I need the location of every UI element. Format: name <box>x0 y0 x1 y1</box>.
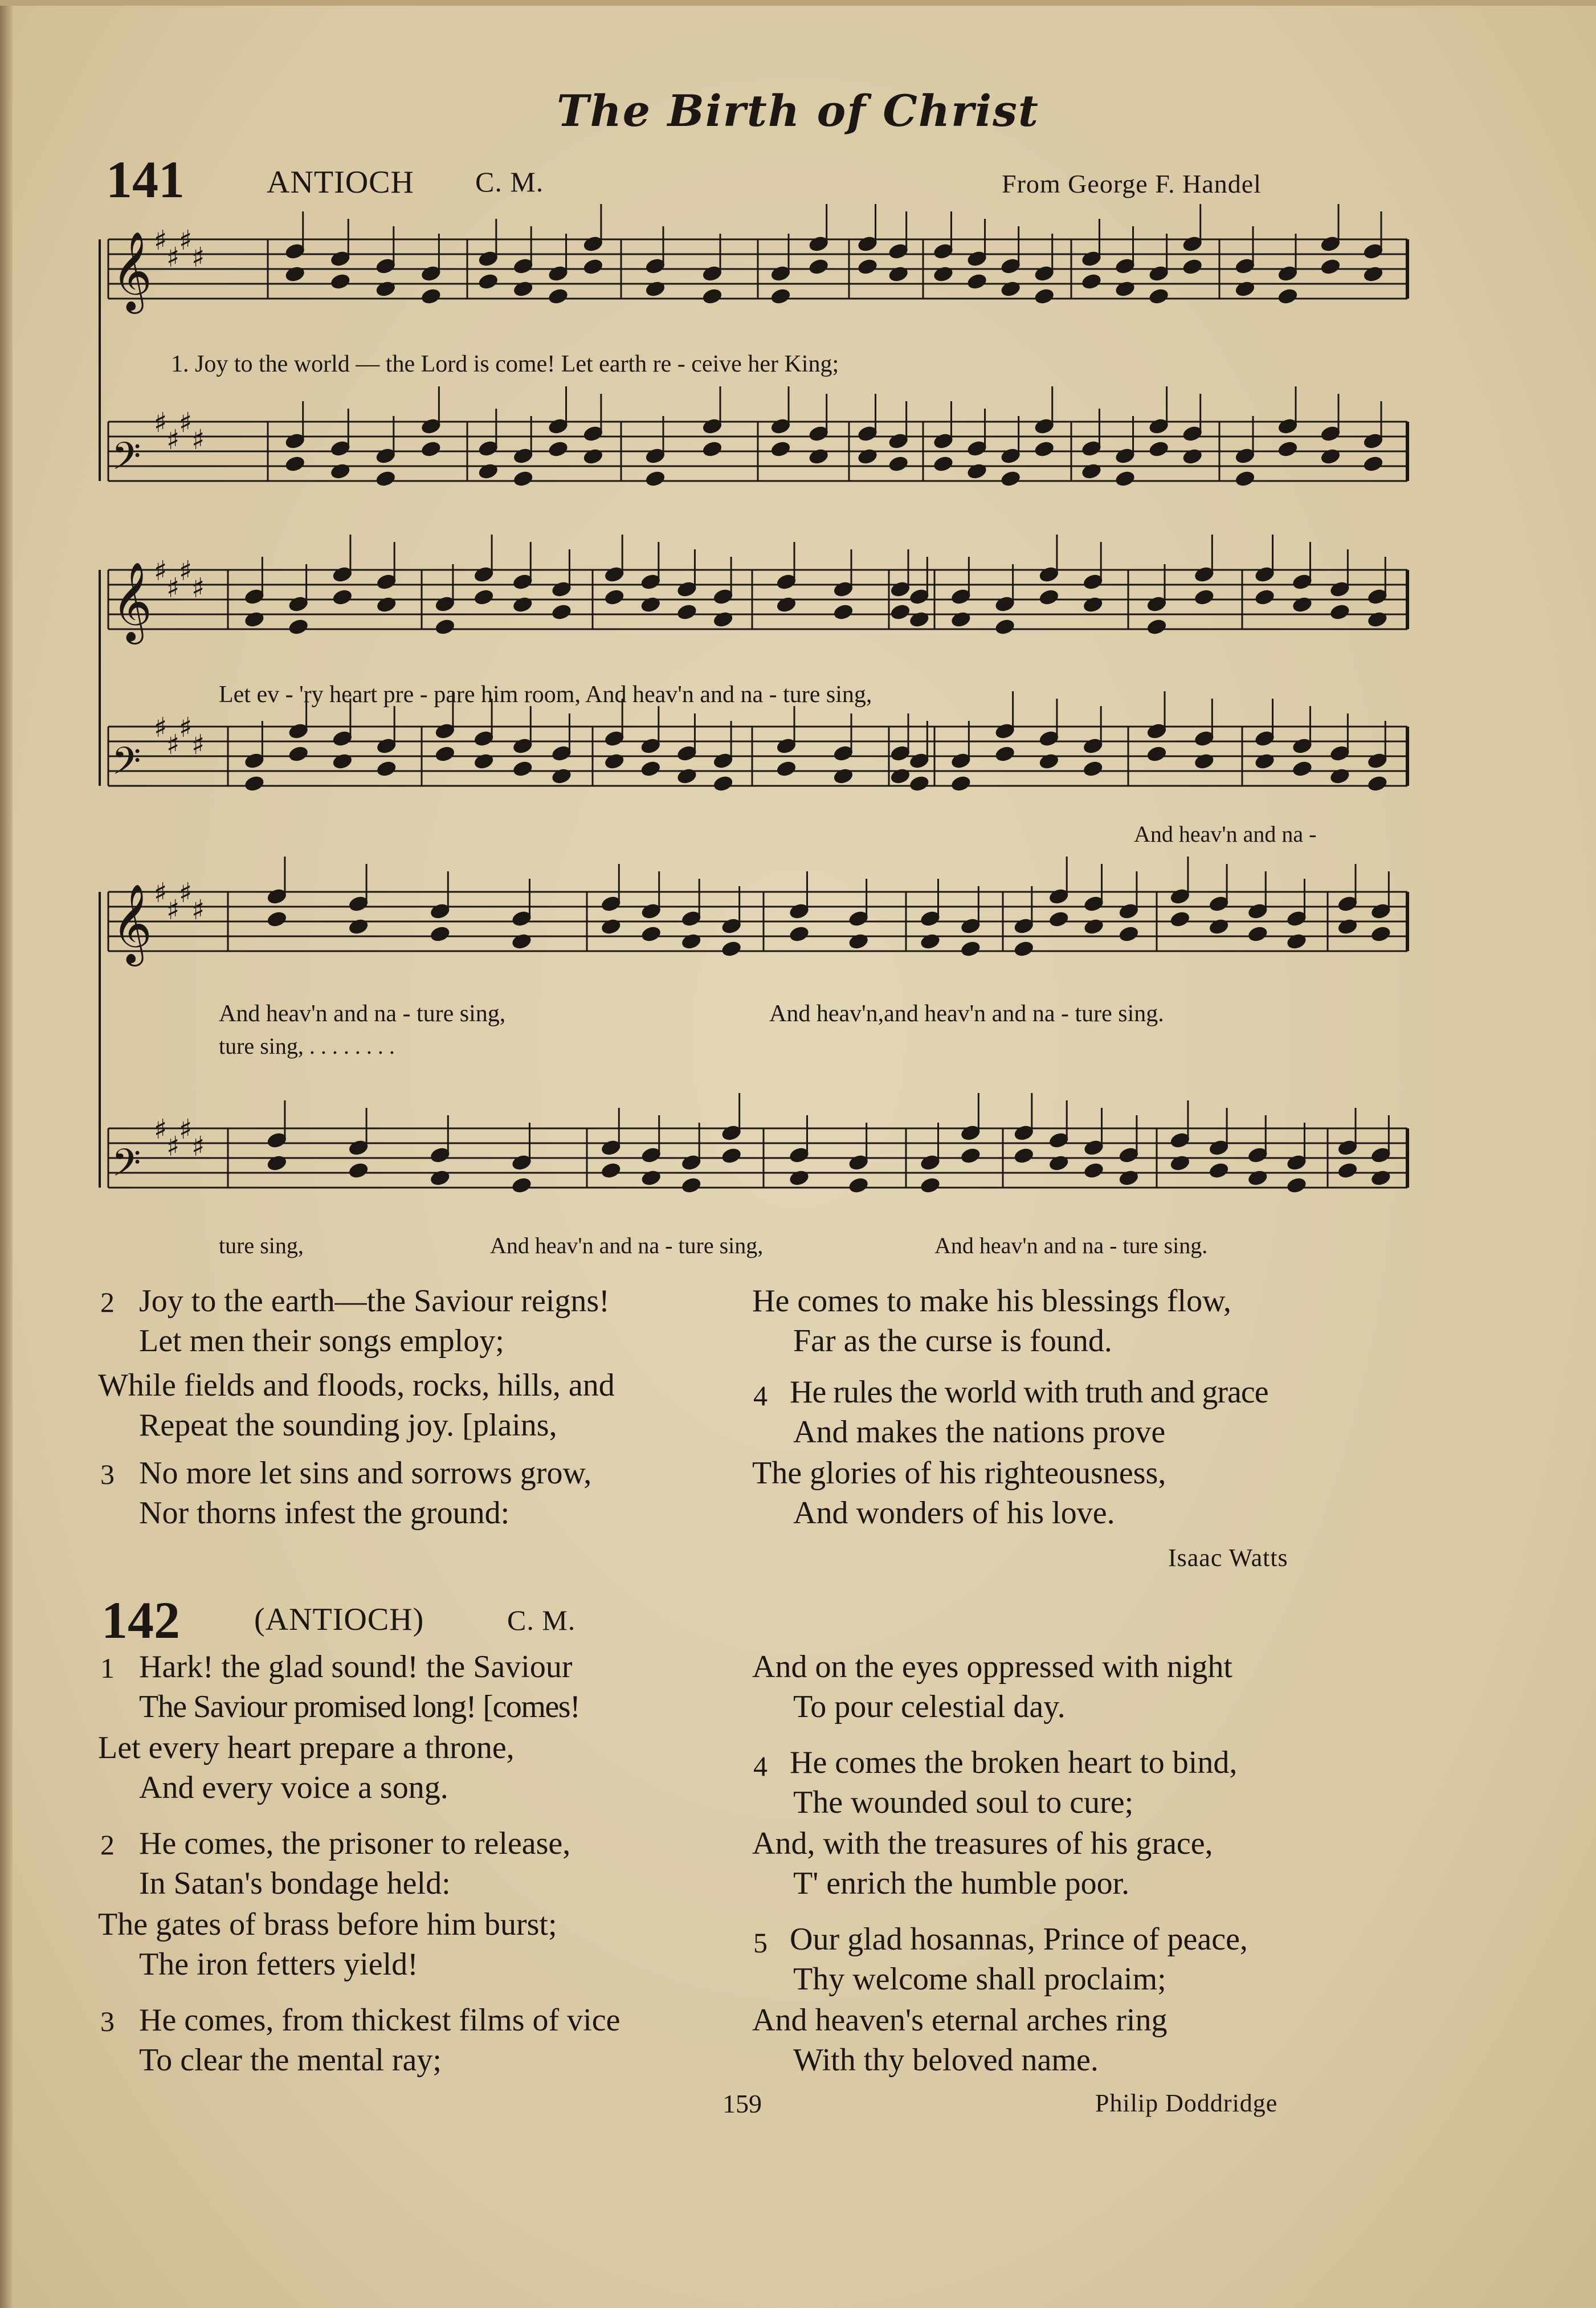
note-head <box>994 618 1016 636</box>
note-head <box>920 1176 941 1194</box>
bass-clef-icon: 𝄢 <box>112 739 141 792</box>
note-head <box>1234 280 1256 298</box>
note-head <box>680 932 702 951</box>
lyrics-line-3b: And heav'n,and heav'n and na - ture sing. <box>769 1001 1164 1027</box>
note-head <box>1292 596 1313 614</box>
note-head <box>1118 1169 1140 1187</box>
note-head <box>857 258 879 276</box>
note-head <box>1329 603 1351 621</box>
hymn-141-tune: ANTIOCH <box>267 165 414 200</box>
note-head <box>960 1147 982 1165</box>
sharp-icon: ♯ <box>154 555 168 587</box>
note-head <box>832 603 854 621</box>
treble-clef-icon: 𝄞 <box>112 884 152 963</box>
note-head <box>511 932 533 951</box>
note-head <box>1146 745 1168 763</box>
treble-clef-icon: 𝄞 <box>112 562 152 641</box>
hymn-142-tune: (ANTIOCH) <box>254 1602 424 1637</box>
note-head <box>676 767 698 785</box>
note-head <box>375 470 397 488</box>
note-head <box>1254 752 1276 770</box>
note-head <box>1115 470 1136 488</box>
note-head <box>1247 925 1268 943</box>
note-head <box>808 447 830 466</box>
note-head <box>770 440 791 458</box>
note-head <box>512 280 534 298</box>
lyrics-line-3: And heav'n and na - ture sing, <box>219 1001 506 1027</box>
note-head <box>1194 752 1215 770</box>
note-head <box>640 925 662 943</box>
note-head <box>1000 280 1022 298</box>
page-number: 159 <box>723 2089 762 2118</box>
sharp-icon: ♯ <box>154 1114 168 1145</box>
sharp-icon: ♯ <box>191 242 205 274</box>
note-head <box>789 925 810 943</box>
lyrics-line-2-bass: And heav'n and na - <box>1134 821 1317 847</box>
hymn-141-number: 141 <box>106 150 185 209</box>
sharp-icon: ♯ <box>166 729 180 761</box>
note-head <box>266 1154 288 1172</box>
note-head <box>582 258 604 276</box>
note-head <box>348 1161 369 1180</box>
note-head <box>1082 760 1104 778</box>
lyrics-line-3-under: ture sing, . . . . . . . . <box>219 1033 395 1059</box>
note-head <box>1148 287 1170 305</box>
note-head <box>548 287 569 305</box>
note-head <box>966 272 988 291</box>
note-head <box>966 462 988 480</box>
note-head <box>1115 280 1136 298</box>
note-head <box>909 610 930 629</box>
note-head <box>933 455 954 473</box>
note-head <box>1081 462 1103 480</box>
note-head <box>775 760 797 778</box>
note-head <box>1118 925 1140 943</box>
note-head <box>775 596 797 614</box>
note-head <box>1337 1161 1358 1180</box>
treble-clef-icon: 𝄞 <box>112 231 152 311</box>
note-head <box>1208 918 1230 936</box>
note-head <box>701 287 723 305</box>
note-head <box>1148 440 1170 458</box>
note-head <box>434 745 456 763</box>
sharp-icon: ♯ <box>179 407 193 439</box>
note-head <box>1083 1161 1105 1180</box>
note-head <box>676 603 698 621</box>
note-head <box>920 932 941 951</box>
note-head <box>600 1161 622 1180</box>
note-head <box>1337 918 1358 936</box>
note-head <box>512 596 533 614</box>
section-title: The Birth of Christ <box>557 85 1039 136</box>
lyrics-line-4b: And heav'n and na - ture sing, <box>490 1233 764 1258</box>
note-head <box>1292 760 1313 778</box>
note-head <box>1247 1169 1268 1187</box>
note-head <box>375 280 397 298</box>
note-head <box>1234 470 1256 488</box>
note-head <box>644 470 666 488</box>
note-head <box>1320 447 1341 466</box>
note-head <box>1182 258 1203 276</box>
sharp-icon: ♯ <box>179 555 193 587</box>
note-head <box>551 767 573 785</box>
note-head <box>434 618 456 636</box>
note-head <box>960 940 982 958</box>
note-head <box>1208 1161 1230 1180</box>
note-head <box>1286 932 1308 951</box>
note-head <box>1081 272 1103 291</box>
note-head <box>640 760 662 778</box>
note-head <box>512 470 534 488</box>
note-head <box>1013 940 1035 958</box>
lyrics-line-2: Let ev - 'ry heart pre - pare him room, And heav'n and na - ture sing, <box>219 682 872 708</box>
note-head <box>1366 774 1388 793</box>
note-head <box>421 440 442 458</box>
note-head <box>244 610 266 629</box>
note-head <box>600 918 622 936</box>
note-head <box>1038 588 1060 606</box>
note-head <box>329 272 351 291</box>
note-head <box>933 265 954 283</box>
hymnal-page: The Birth of Christ 141 ANTIOCH C. M. From George F. Handel 𝄞 ♯ ♯ ♯ ♯ 𝄢 ♯ ♯ ♯ ♯ 𝄞 ♯ ♯ ♯ ♯ 𝄢 ♯ ♯ ♯ ♯ 𝄞 ♯ ♯ ♯ ♯ 𝄢 ♯ ♯ ♯ ♯ 1. Joy to the world — the Lord is come! Let earth re - ceive her King; Let ev - 'ry heart pre - pare him room, And heav'n and na - ture sing, And heav'n and na - And heav'n and na - ture sing, And heav'n,and heav'n and na - ture sing. ture sing, . . . . . . . . ture sing, And heav'n and na - ture sing, And heav'n and na - ture sing. 2 Joy to the earth—the Saviour reigns! Let men their songs employ; While fields and floods, rocks, hills, and Repeat the sounding joy. [plains, 3 No more let sins and sorrows grow, Nor thorns infest the ground: He comes to make his blessings flow, Far as the curse is found. 4 He rules the world with truth and grace And makes the nations prove The glories of his righteousness, And wonders of his love. Isaac Watts 142 (ANTIOCH) C. M. 1 Hark! the glad sound! the Saviour The Saviour promised long! [comes! Let every heart prepare a throne, And every voice a song. 2 He comes, the prisoner to release, In Satan's bondage held: The gates of brass before him burst; The iron fetters yield! 3 He comes, from thickest films of vice To clear the mental ray; And on the eyes oppressed with night To pour celestial day. 4 He comes the broken heart to bind, The wounded soul to cure; And, with the treasures of his grace, T' enrich the humble poor. 5 Our glad hosannas, Prince of peace, Thy welcome shall proclaim; And heaven's eternal arches ring With thy beloved name. 159 Philip Doddridge <box>0 0 1596 2308</box>
note-head <box>950 774 972 793</box>
sharp-icon: ♯ <box>154 877 168 909</box>
note-head <box>1277 287 1299 305</box>
note-head <box>909 774 930 793</box>
note-head <box>1194 588 1215 606</box>
sharp-icon: ♯ <box>154 225 168 256</box>
sharp-icon: ♯ <box>179 1114 193 1145</box>
note-head <box>808 258 830 276</box>
note-head <box>511 1176 533 1194</box>
note-head <box>1366 610 1388 629</box>
note-head <box>332 588 353 606</box>
note-head <box>329 462 351 480</box>
note-head <box>889 603 911 621</box>
sharp-icon: ♯ <box>179 877 193 909</box>
bass-clef-icon: 𝄢 <box>112 434 141 487</box>
note-head <box>551 603 573 621</box>
note-head <box>288 745 309 763</box>
note-head <box>888 455 909 473</box>
note-head <box>421 287 442 305</box>
sharp-icon: ♯ <box>166 242 180 274</box>
note-head <box>832 767 854 785</box>
note-head <box>1083 918 1105 936</box>
sharp-icon: ♯ <box>166 894 180 926</box>
note-head <box>1277 440 1299 458</box>
note-head <box>1362 455 1384 473</box>
note-head <box>721 1147 742 1165</box>
note-head <box>1329 767 1351 785</box>
sharp-icon: ♯ <box>179 225 193 256</box>
note-head <box>1000 470 1022 488</box>
sharp-icon: ♯ <box>166 424 180 456</box>
note-head <box>1169 1154 1191 1172</box>
note-head <box>721 940 742 958</box>
note-head <box>375 760 397 778</box>
note-head <box>1013 1147 1035 1165</box>
sharp-icon: ♯ <box>191 424 205 456</box>
note-head <box>1370 925 1392 943</box>
note-head <box>332 752 353 770</box>
note-head <box>644 280 666 298</box>
sharp-icon: ♯ <box>166 572 180 604</box>
note-head <box>848 932 870 951</box>
note-head <box>429 925 451 943</box>
lyrics-line-4a: ture sing, <box>219 1233 304 1258</box>
sharp-icon: ♯ <box>191 1131 205 1163</box>
note-head <box>1048 910 1070 928</box>
hymn-141-meter: C. M. <box>475 166 544 198</box>
sharp-icon: ♯ <box>191 572 205 604</box>
note-head <box>1182 447 1203 466</box>
note-head <box>712 610 734 629</box>
note-head <box>889 767 911 785</box>
note-head <box>640 1169 662 1187</box>
hymn-142-number: 142 <box>101 1591 180 1649</box>
hymn-141-composer: From George F. Handel <box>1002 169 1262 198</box>
sharp-icon: ♯ <box>179 712 193 744</box>
lyrics-line-4c: And heav'n and na - ture sing. <box>934 1233 1208 1258</box>
note-head <box>512 760 533 778</box>
note-head <box>712 774 734 793</box>
note-head <box>1034 287 1055 305</box>
note-head <box>1254 588 1276 606</box>
lyrics-line-1: 1. Joy to the world — the Lord is come! Let earth re - ceive her King; <box>171 351 839 377</box>
note-head <box>473 752 495 770</box>
note-head <box>429 1169 451 1187</box>
sharp-icon: ♯ <box>166 1131 180 1163</box>
note-head <box>1362 265 1384 283</box>
note-head <box>548 440 569 458</box>
hymn-141-author: Isaac Watts <box>1168 1544 1288 1572</box>
note-head <box>1082 596 1104 614</box>
hymn-142-meter: C. M. <box>507 1604 576 1636</box>
note-head <box>244 774 266 793</box>
note-head <box>375 596 397 614</box>
note-head <box>1320 258 1341 276</box>
note-head <box>284 265 306 283</box>
sharp-icon: ♯ <box>191 729 205 761</box>
note-head <box>640 596 662 614</box>
sharp-icon: ♯ <box>154 712 168 744</box>
note-head <box>603 588 625 606</box>
note-head <box>582 447 604 466</box>
note-head <box>994 745 1016 763</box>
note-head <box>1370 1169 1392 1187</box>
note-head <box>284 455 306 473</box>
note-head <box>1146 618 1168 636</box>
note-head <box>266 910 288 928</box>
note-head <box>1048 1154 1070 1172</box>
note-head <box>770 287 791 305</box>
note-head <box>888 265 909 283</box>
note-head <box>701 440 723 458</box>
bass-clef-icon: 𝄢 <box>112 1141 141 1194</box>
note-head <box>477 462 499 480</box>
note-head <box>848 1176 870 1194</box>
note-head <box>950 610 972 629</box>
note-head <box>1286 1176 1308 1194</box>
note-head <box>473 588 495 606</box>
note-head <box>1169 910 1191 928</box>
note-head <box>1038 752 1060 770</box>
sharp-icon: ♯ <box>191 894 205 926</box>
note-head <box>477 272 499 291</box>
note-head <box>288 618 309 636</box>
note-head <box>348 918 369 936</box>
sharp-icon: ♯ <box>154 407 168 439</box>
note-head <box>1034 440 1055 458</box>
note-head <box>680 1176 702 1194</box>
hymn-142-author: Philip Doddridge <box>1095 2089 1278 2117</box>
note-head <box>603 752 625 770</box>
note-head <box>857 447 879 466</box>
note-head <box>789 1169 810 1187</box>
